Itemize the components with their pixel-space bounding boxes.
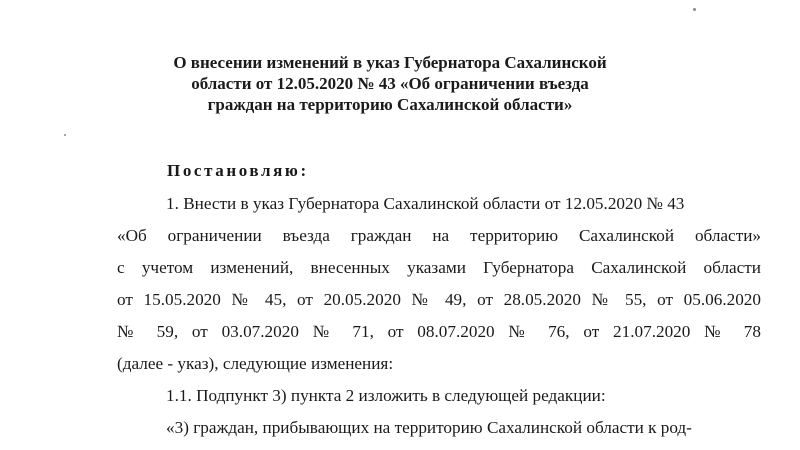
- scan-speck: [64, 134, 66, 136]
- scan-speck: [693, 8, 696, 11]
- title-line-2: области от 12.05.2020 № 43 «Об ограничении въезда: [191, 74, 589, 93]
- document-title: [150, 52, 630, 115]
- body-line-6: (далее - указ), следующие изменения:: [117, 354, 394, 373]
- body-line-7: 1.1. Подпункт 3) пункта 2 изложить в следующей редакции:: [166, 386, 606, 405]
- title-line-1: О внесении изменений в указ Губернатора Сахалинской: [173, 53, 607, 72]
- title-line-3: граждан на территорию Сахалинской области»: [207, 95, 573, 114]
- resolve-heading: Постановляю:: [167, 161, 309, 180]
- body-line-2: «Об ограничении въезда граждан на территорию Сахалинской области»: [117, 226, 761, 245]
- body-line-3: с учетом изменений, внесенных указами Губернатора Сахалинской области: [117, 258, 761, 277]
- body-line-5: № 59, от 03.07.2020 № 71, от 08.07.2020 № 76, от 21.07.2020 № 78: [117, 322, 761, 341]
- body-line-1: 1. Внести в указ Губернатора Сахалинской области от 12.05.2020 № 43: [166, 194, 685, 213]
- body-line-8: «3) граждан, прибывающих на территорию Сахалинской области к род-: [166, 418, 692, 437]
- body-line-4: от 15.05.2020 № 45, от 20.05.2020 № 49, от 28.05.2020 № 55, от 05.06.2020: [117, 290, 761, 309]
